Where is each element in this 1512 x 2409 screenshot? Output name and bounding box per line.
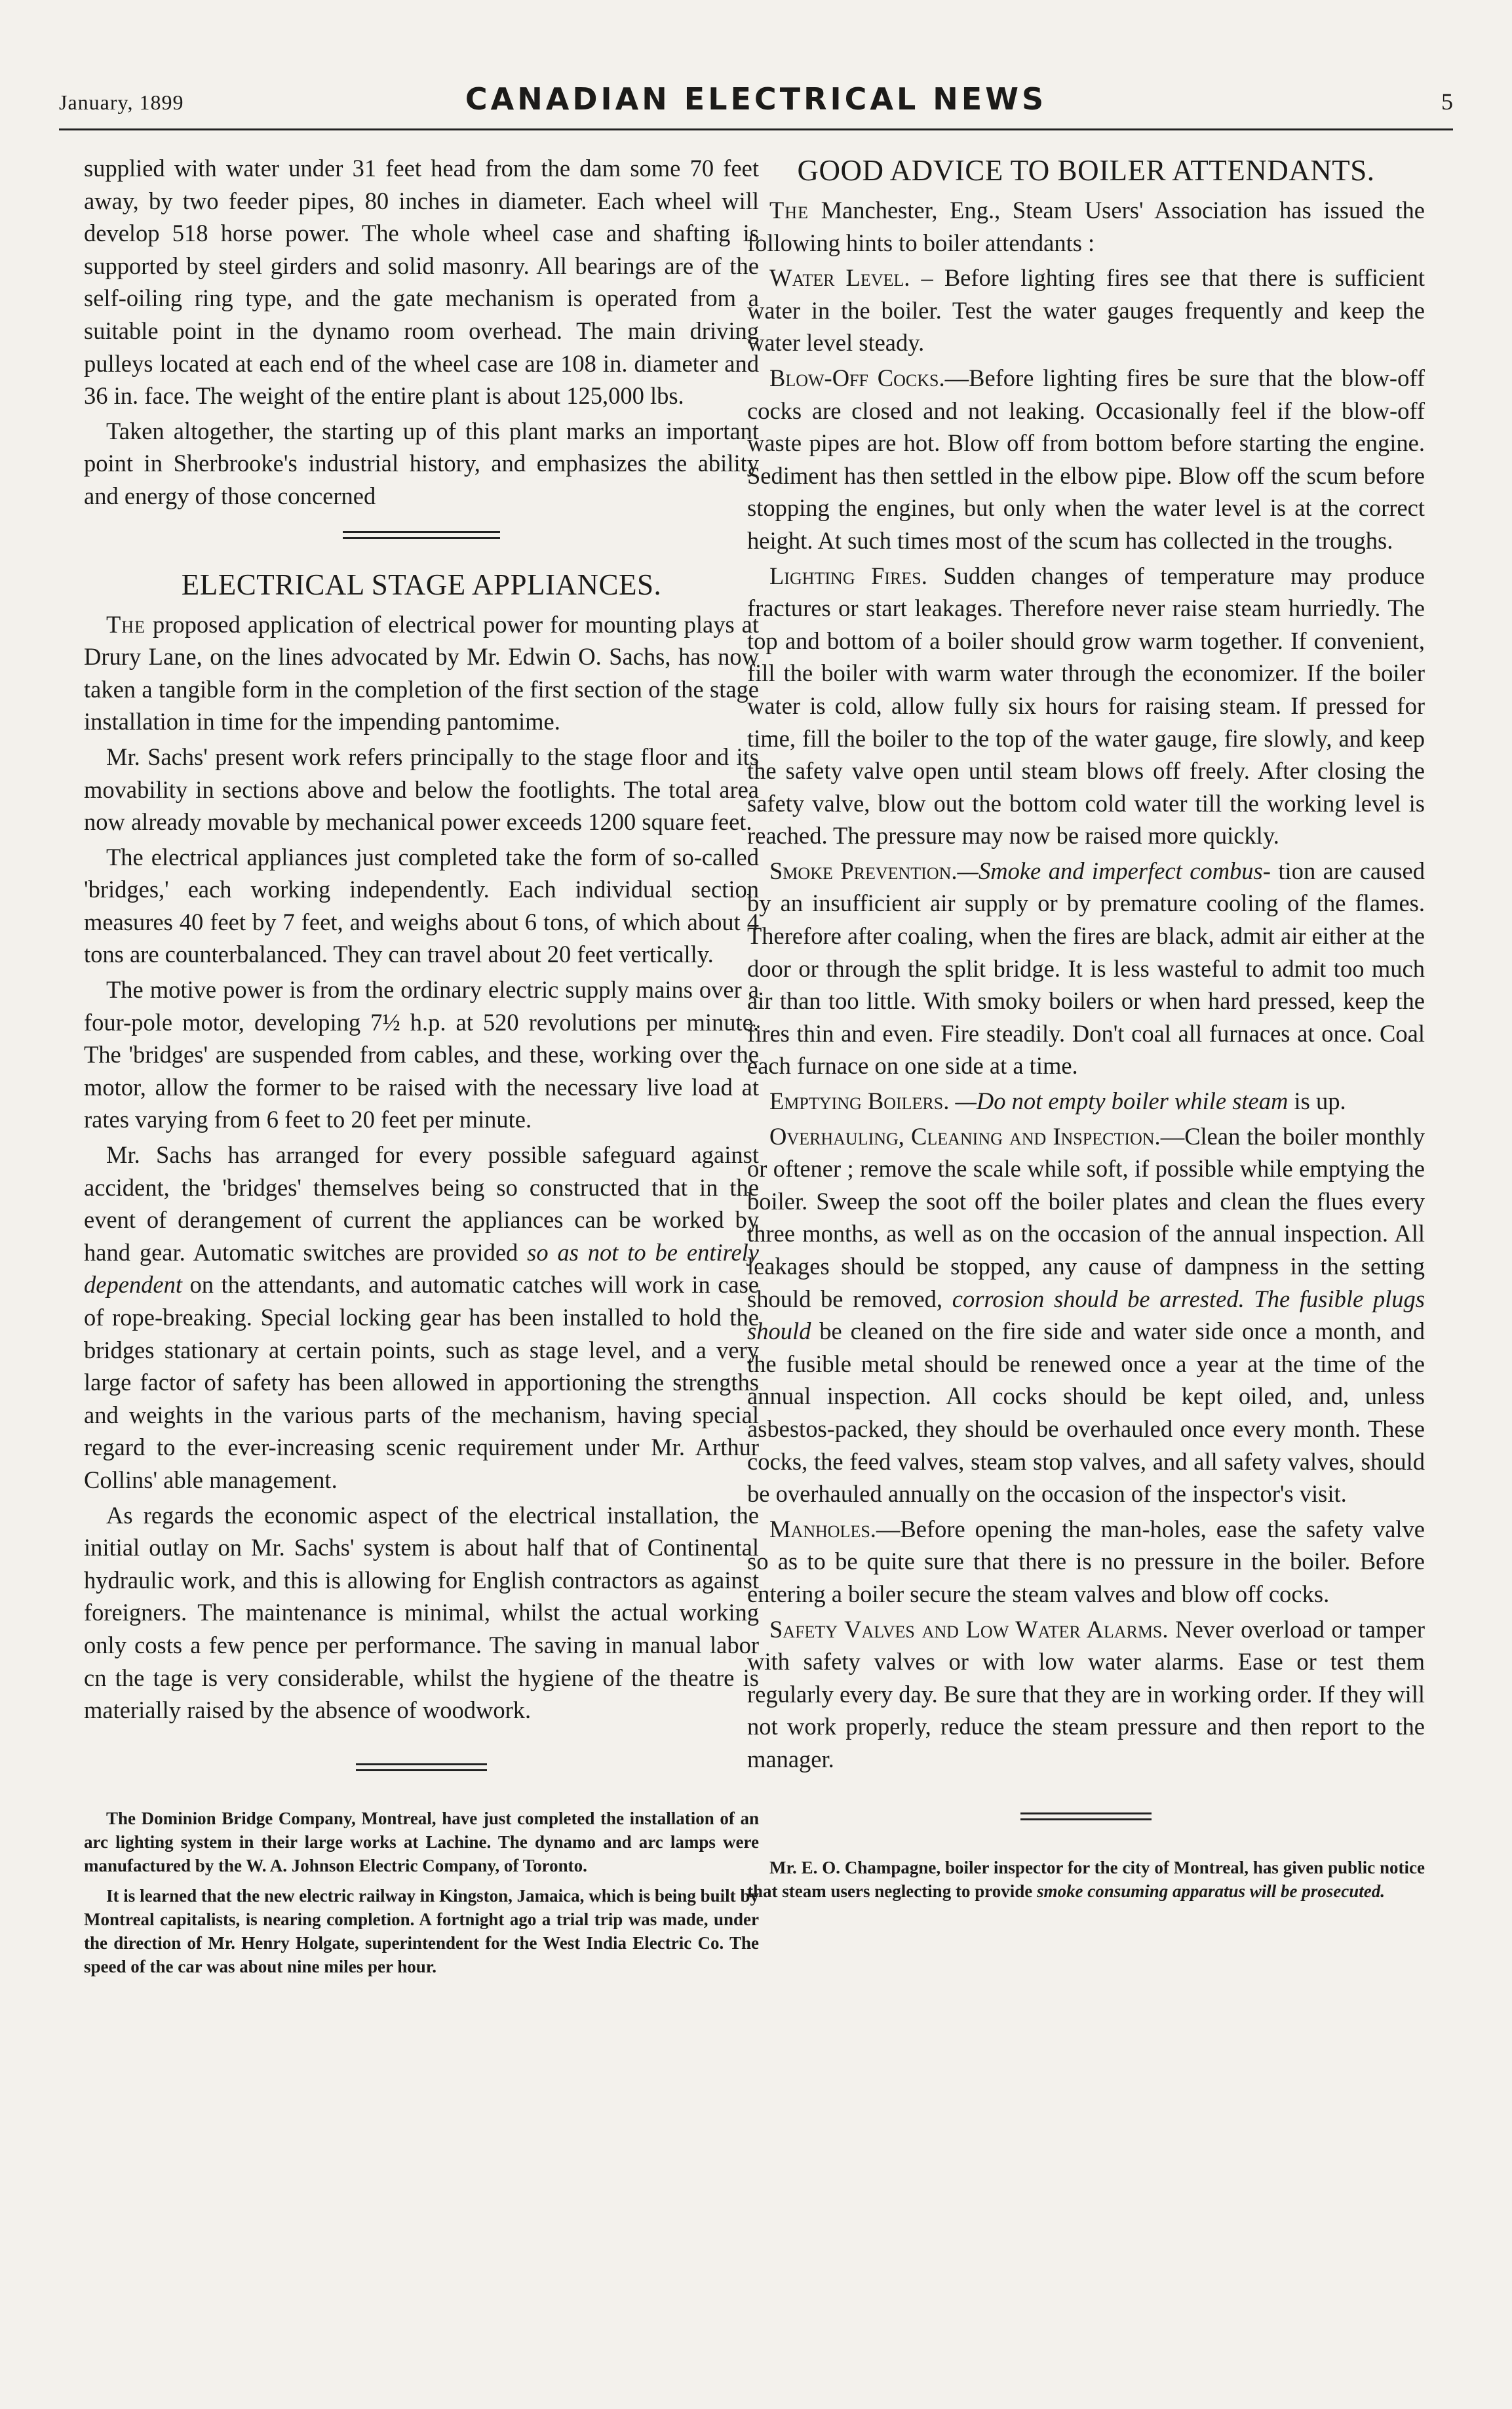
article-paragraph: Smoke Prevention.—Smoke and imperfect combus- tion are caused by an insufficient air supply or by premature cooling of the flames. Therefore after coaling, when the fires are black, admit air either at the door or through the split bridge. It is less wasteful to admit too much air than too little. With smoky boilers or when hard pressed, keep the fires thin and even. Fire steadily. Don't coal all furnaces at once. Coal each furnace on one side at a time. [747,857,1425,1080]
masthead-rule [59,128,1453,130]
article-paragraph: Manholes.—Before opening the man-holes, ease the safety valve so as to be quite sure that there is no pressure in the boiler. Before entering a boiler secure the steam valves and blow off cocks. [747,1515,1425,1607]
article-paragraph: The proposed application of electrical power for mounting plays at Drury Lane, on the lines advocated by Mr. Edwin O. Sachs, has now taken a tangible form in the completion of the first section of the stage installation in time for the impending pantomime. [84,610,759,735]
article-paragraph: The electrical appliances just completed take the form of so-called 'bridges,' each working independently. Each individual section measures 40 feet by 7 feet, and weighs about 6 tons, of which about 4 tons are counterbalanced. They can travel about 20 feet vertically. [84,843,759,968]
article-paragraph: As regards the economic aspect of the electrical installation, the initial outlay on Mr. Sachs' system is about half that of Continental hydraulic work, and this is allowing for English contractors as against foreigners. The maintenance is minimal, whilst the actual working only costs a few pence per performance. The saving in manual labor cn the tage is very considerable, whilst the hygiene of the theatre is materially raised by the absence of woodwork. [84,1501,759,1724]
page-number: 5 [1441,88,1453,115]
run-in-heading: Lighting Fires. [769,562,927,589]
article-paragraph: Blow-Off Cocks.—Before lighting fires be sure that the blow-off cocks are closed and not leaking. Occasionally feel if the blow-off waste pipes are hot. Blow off from bottom before starting the engine. Sediment has then settled in the elbow pipe. Blow off the scum before stopping the engines, but only when the water level is at the correct height. At such times most of the scum has collected in the troughs. [747,364,1425,554]
article-paragraph: Water Level. – Before lighting fires see that there is sufficient water in the boiler. Test the water gauges frequently and keep the water level steady. [747,264,1425,357]
lead-word: The [106,610,145,638]
lead-word: The [769,197,809,224]
run-in-heading: Smoke Prevention. [769,857,958,884]
article-continuation-paragraph: supplied with water under 31 feet head from the dam some 70 feet away, by two feeder pipes, 80 inches in diameter. Each wheel will develop 518 horse power. The whole wheel case and shafting is supported by steel girders and solid masonry. All bearings are of the self-oiling ring type, and the gate mechanism is operated from a suitable point in the dynamo room overhead. The main driving pulleys located at each end of the wheel case are 108 in. diameter and 36 in. face. The weight of the entire plant is about 125,000 lbs. [84,155,759,410]
article-paragraph: Emptying Boilers. —Do not empty boiler while steam is up. [769,1087,1346,1115]
run-in-heading: Manholes. [769,1515,876,1542]
article-heading-boiler-attendants: GOOD ADVICE TO BOILER ATTENDANTS. [797,154,1375,187]
right-column [747,152,1425,1910]
section-divider [356,1763,487,1771]
section-divider [1020,1812,1152,1820]
run-in-heading: Safety Valves and Low Water Alarms. [769,1615,1169,1643]
left-column [84,152,759,1985]
news-brief: It is learned that the new electric railway in Kingston, Jamaica, which is being built by Montreal capitalists, is nearing completion. A fortnight ago a trial trip was made, under the direction of Mr. Henry Holgate, superintendent for the West India Electric Co. The speed of the car was about nine miles per hour. [84,1885,759,1976]
run-in-heading: Blow-Off Cocks. [769,364,945,391]
article-paragraph: Mr. Sachs' present work refers principally to the stage floor and its movability in sections above and below the footlights. The total area now already movable by mechanical power exceeds 1200 square feet. [84,743,759,836]
italic-text: so as not to be entirely dependent [84,1238,759,1299]
run-in-heading: Overhauling, Cleaning and Inspection. [769,1122,1161,1150]
publication-title: CANADIAN ELECTRICAL NEWS [465,81,1047,117]
section-divider [343,531,500,539]
run-in-heading: Emptying Boilers. [769,1087,950,1115]
article-paragraph: The Manchester, Eng., Steam Users' Association has issued the following hints to boiler attendants : [747,197,1425,256]
article-paragraph: Mr. Sachs has arranged for every possible safeguard against accident, the 'bridges' themselves being so constructed that in the event of derangement of current the appliances can be worked by hand gear. Automatic switches are provided so as not to be entirely dependent on the attendants, and automatic catches will work in case of rope-breaking. Special locking gear has been installed to hold the bridges stationary at certain points, such as stage level, and a very large factor of safety has been allowed in apportioning the strengths and weights in the various parts of the mechanism, having special regard to the ever-increasing scenic requirement under Mr. Arthur Collins' able management. [84,1141,759,1493]
news-brief: The Dominion Bridge Company, Montreal, have just completed the installation of an arc lighting system in their large works at Lachine. The dynamo and arc lamps were manufactured by the W. A. Johnson Electric Company, of Toronto. [84,1808,759,1875]
masthead [59,79,1453,131]
news-brief: Mr. E. O. Champagne, boiler inspector for the city of Montreal, has given public notice that steam users neglecting to provide smoke consuming apparatus will be prosecuted. [747,1857,1425,1901]
article-paragraph: The motive power is from the ordinary electric supply mains over a four-pole motor, developing 7½ h.p. at 520 revolutions per minute. The 'bridges' are suspended from cables, and these, working over the motor, allow the former to be raised with the necessary live load at rates varying from 6 feet to 20 feet per minute. [84,976,759,1133]
article-paragraph: Lighting Fires. Sudden changes of temperature may produce fractures or start leakages. Therefore never raise steam hurriedly. The top and bottom of a boiler should grow warm together. If convenient, fill the boiler with warm water through the economizer. If the boiler water is cold, allow fully six hours for raising steam. If pressed for time, fill the boiler to the top of the water gauge, fire slowly, and keep the safety valve open until steam blows off freely. After closing the safety valve, blow out the bottom cold water till the working level is reached. The pressure may now be raised more quickly. [747,562,1425,850]
run-in-heading: Water Level. [769,264,910,292]
article-heading-stage-appliances: ELECTRICAL STAGE APPLIANCES. [181,568,662,601]
issue-date: January, 1899 [59,90,184,114]
article-paragraph: Overhauling, Cleaning and Inspection.—Clean the boiler monthly or oftener ; remove the scale while soft, if possible while emptying the boiler. Sweep the soot off the boiler plates and clean the flues every three months, as well as on the occasion of the annual inspection. All leakages should be stopped, any cause of dampness in the setting should be removed, corrosion should be arrested. The fusible plugs should be cleaned on the fire side and water side once a month, and the fusible metal should be renewed once a year at the time of the annual inspection. All cocks should be kept oiled, and, unless asbestos-packed, they should be overhauled once every month. These cocks, the feed valves, steam stop valves, and all safety valves, should be overhauled annually on the occasion of the inspector's visit. [747,1122,1425,1508]
article-continuation-paragraph: Taken altogether, the starting up of this plant marks an important point in Sherbrooke's industrial history, and emphasizes the ability and energy of those concerned [84,417,759,509]
article-paragraph: Safety Valves and Low Water Alarms. Never overload or tamper with safety valves or with low water alarms. Ease or test them regularly every day. Be sure that they are in working order. If they will not work properly, reduce the steam pressure and then report to the manager. [747,1615,1425,1772]
